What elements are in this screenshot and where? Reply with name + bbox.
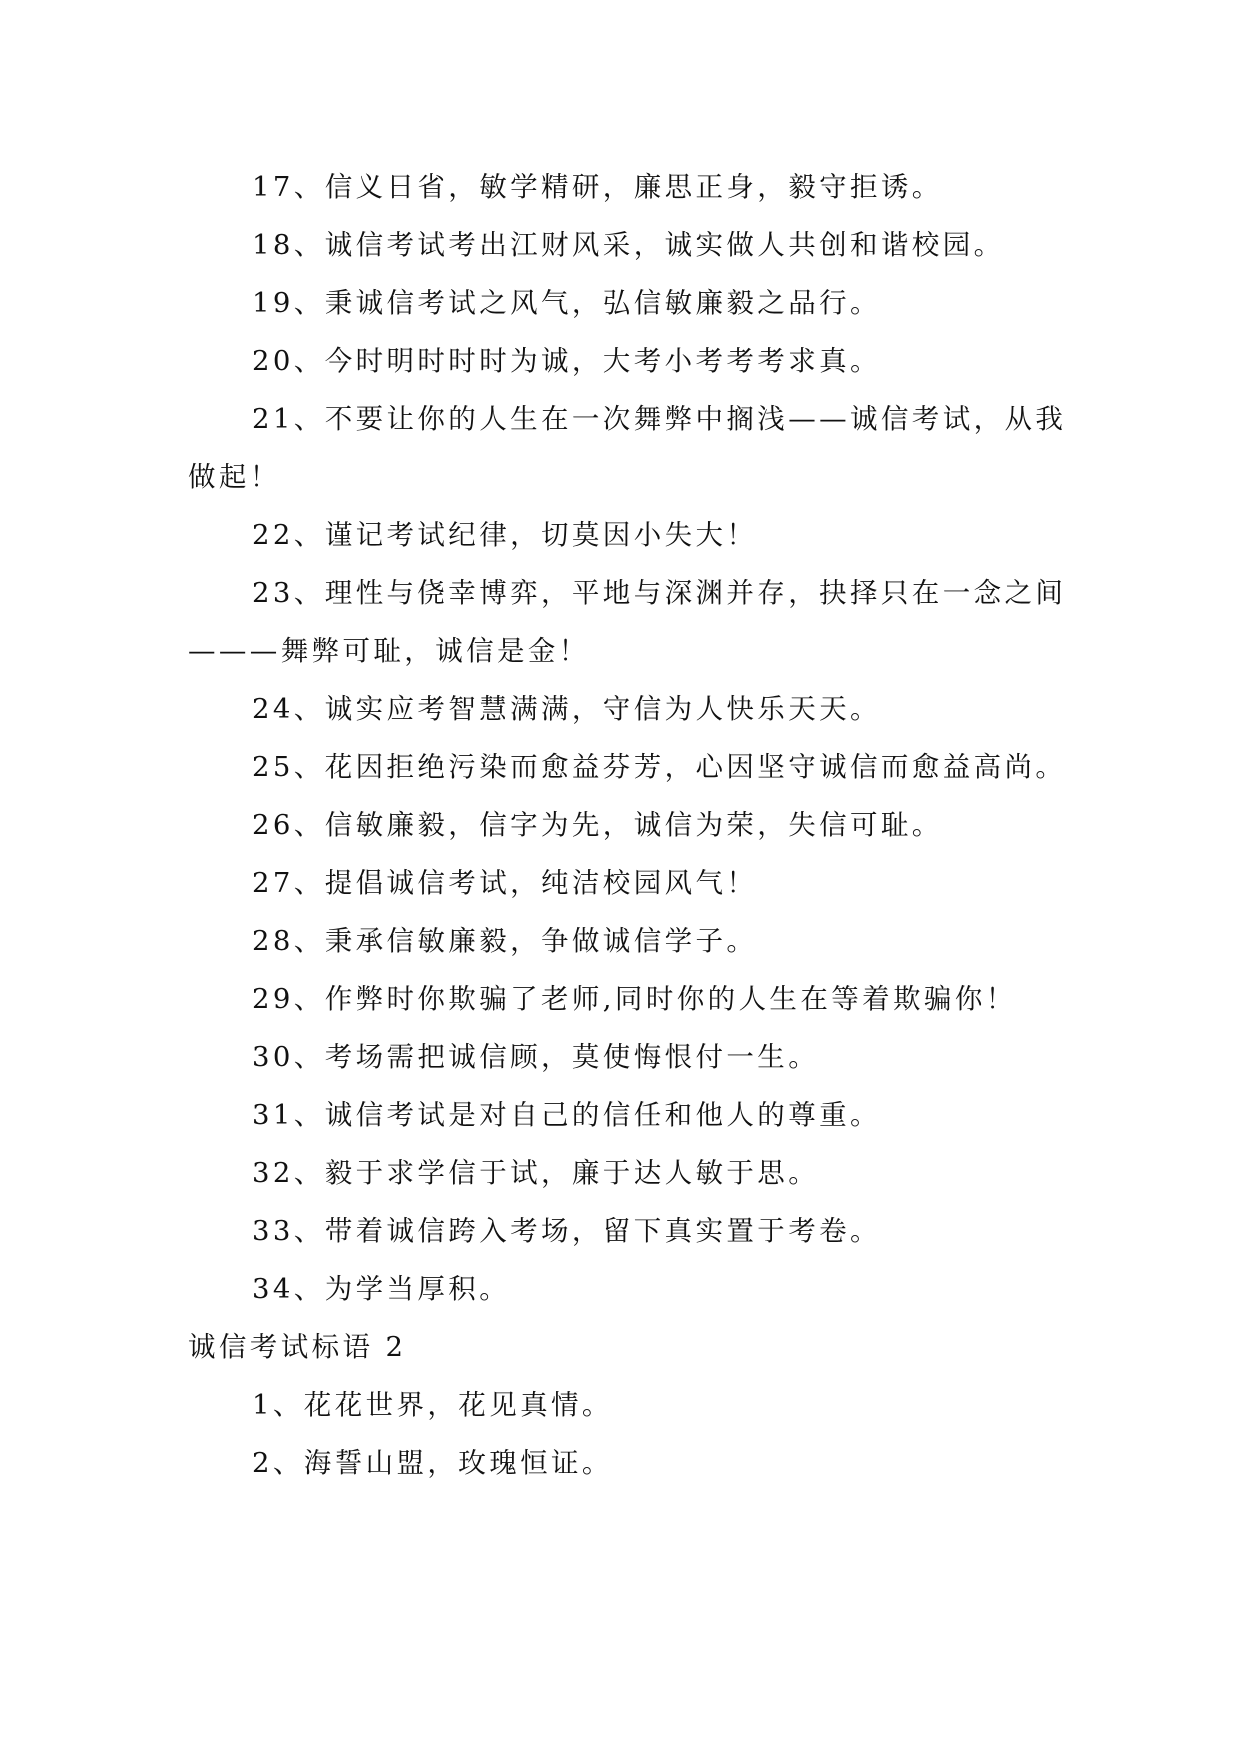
slogan-33: 33、带着诚信跨入考场，留下真实置于考卷。 [252, 1215, 881, 1247]
slogan-25: 25、花因拒绝污染而愈益芬芳，心因坚守诚信而愈益高尚。 [252, 751, 1067, 783]
slogan-22: 22、谨记考试纪律，切莫因小失大！ [252, 519, 758, 551]
slogan-27: 27、提倡诚信考试，纯洁校园风气！ [252, 867, 758, 899]
section-slogan-1: 1、花花世界，花见真情。 [252, 1389, 613, 1421]
slogan-19: 19、秉诚信考试之风气，弘信敏廉毅之品行。 [252, 287, 881, 319]
slogan-20: 20、今时明时时时为诚，大考小考考考求真。 [252, 345, 881, 377]
slogan-21: 21、不要让你的人生在一次舞弊中搁浅——诚信考试，从我做起！ [188, 403, 1067, 493]
slogan-29: 29、作弊时你欺骗了老师,同时你的人生在等着欺骗你！ [252, 983, 1017, 1015]
section-slogan-2: 2、海誓山盟，玫瑰恒证。 [252, 1447, 613, 1479]
slogan-26: 26、信敏廉毅，信字为先，诚信为荣，失信可耻。 [252, 809, 943, 841]
slogan-17: 17、信义日省，敏学精研，廉思正身，毅守拒诱。 [252, 171, 943, 203]
section-heading: 诚信考试标语 2 [188, 1331, 407, 1363]
document-body [188, 158, 1068, 1492]
slogan-31: 31、诚信考试是对自己的信任和他人的尊重。 [252, 1099, 881, 1131]
slogan-28: 28、秉承信敏廉毅，争做诚信学子。 [252, 925, 758, 957]
slogan-32: 32、毅于求学信于试，廉于达人敏于思。 [252, 1157, 820, 1189]
slogan-23: 23、理性与侥幸博弈，平地与深渊并存，抉择只在一念之间———舞弊可耻，诚信是金！ [188, 577, 1067, 667]
slogan-34: 34、为学当厚积。 [252, 1273, 511, 1305]
slogan-30: 30、考场需把诚信顾，莫使悔恨付一生。 [252, 1041, 820, 1073]
slogan-24: 24、诚实应考智慧满满，守信为人快乐天天。 [252, 693, 881, 725]
slogan-18: 18、诚信考试考出江财风采，诚实做人共创和谐校园。 [252, 229, 1005, 261]
